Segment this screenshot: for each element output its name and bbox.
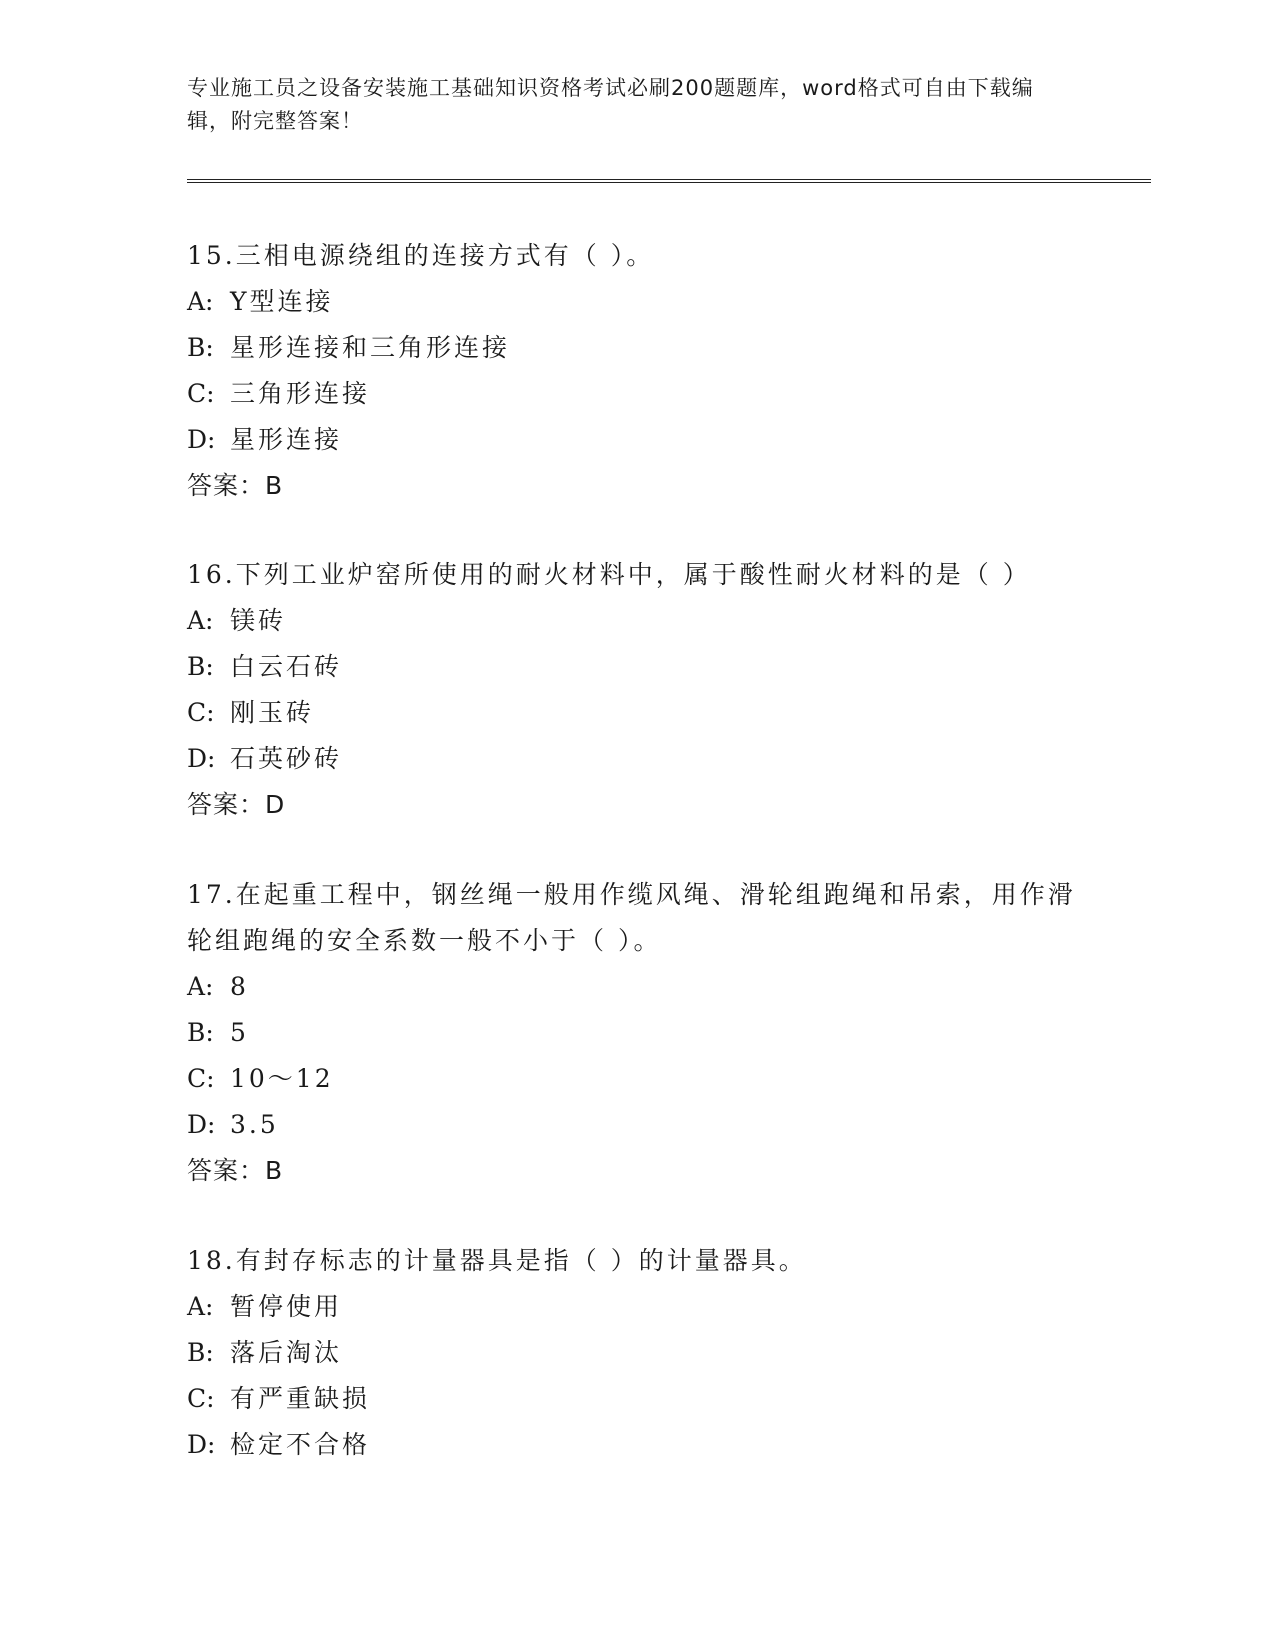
option-label: A: <box>187 287 214 316</box>
question-15 <box>187 233 1087 509</box>
option-d <box>187 417 1087 463</box>
header-divider-bottom <box>187 182 1151 183</box>
answer: 答案：D <box>187 790 286 819</box>
option-label: A: <box>187 1292 214 1321</box>
answer: 答案：B <box>187 1156 284 1185</box>
option-text: 石英砂砖 <box>230 744 343 773</box>
question-number: 15. <box>187 241 236 270</box>
option-text: 暂停使用 <box>230 1292 343 1321</box>
option-text: 星形连接 <box>230 425 343 454</box>
option-a <box>187 598 1087 644</box>
option-label: D: <box>187 744 216 773</box>
option-c <box>187 1056 1087 1102</box>
question-number: 18. <box>187 1246 236 1275</box>
option-label: B: <box>187 652 214 681</box>
option-label: A: <box>187 606 214 635</box>
option-text: 3.5 <box>230 1110 279 1139</box>
option-d <box>187 1102 1087 1148</box>
header-divider-top <box>187 179 1151 180</box>
option-label: B: <box>187 333 214 362</box>
option-label: C: <box>187 1384 215 1413</box>
option-text: 三角形连接 <box>230 379 371 408</box>
option-a <box>187 279 1087 325</box>
option-a <box>187 1284 1087 1330</box>
option-text: 白云石砖 <box>230 652 343 681</box>
option-text: 8 <box>230 972 249 1001</box>
option-text: 5 <box>230 1018 249 1047</box>
option-label: C: <box>187 379 215 408</box>
option-text: 有严重缺损 <box>230 1384 371 1413</box>
question-16 <box>187 552 1087 828</box>
option-text: Y型连接 <box>230 287 334 316</box>
option-label: D: <box>187 425 216 454</box>
option-label: C: <box>187 1064 215 1093</box>
question-stem <box>187 1238 1087 1284</box>
question-18 <box>187 1238 1087 1468</box>
question-stem <box>187 233 1087 279</box>
document-header <box>187 72 1067 138</box>
option-label: C: <box>187 698 215 727</box>
option-text: 10～12 <box>230 1064 334 1093</box>
question-text: 下列工业炉窑所使用的耐火材料中，属于酸性耐火材料的是（ ） <box>235 560 1031 589</box>
option-text: 检定不合格 <box>230 1430 371 1459</box>
option-c <box>187 690 1087 736</box>
option-text: 镁砖 <box>230 606 287 635</box>
option-d <box>187 736 1087 782</box>
option-c <box>187 1376 1087 1422</box>
option-text: 刚玉砖 <box>230 698 315 727</box>
question-17 <box>187 872 1087 1194</box>
option-b <box>187 325 1087 371</box>
option-label: B: <box>187 1338 214 1367</box>
option-b <box>187 1330 1087 1376</box>
question-text: 三相电源绕组的连接方式有（ ）。 <box>235 241 655 270</box>
option-text: 落后淘汰 <box>230 1338 343 1367</box>
option-text: 星形连接和三角形连接 <box>230 333 511 362</box>
option-label: A: <box>187 972 214 1001</box>
answer: 答案：B <box>187 471 284 500</box>
option-label: D: <box>187 1110 216 1139</box>
question-stem <box>187 872 1087 964</box>
option-c <box>187 371 1087 417</box>
question-text: 在起重工程中，钢丝绳一般用作缆风绳、滑轮组跑绳和吊索，用作滑轮组跑绳的安全系数一般不小于（ ）。 <box>187 880 1076 955</box>
option-label: B: <box>187 1018 214 1047</box>
question-number: 17. <box>187 880 236 909</box>
option-a <box>187 964 1087 1010</box>
option-d <box>187 1422 1087 1468</box>
header-title: 专业施工员之设备安装施工基础知识资格考试必刷200题题库，word格式可自由下载编辑，附完整答案！ <box>187 76 1034 133</box>
option-b <box>187 644 1087 690</box>
question-text: 有封存标志的计量器具是指（ ）的计量器具。 <box>235 1246 807 1275</box>
option-b <box>187 1010 1087 1056</box>
question-stem <box>187 552 1087 598</box>
question-number: 16. <box>187 560 236 589</box>
option-label: D: <box>187 1430 216 1459</box>
